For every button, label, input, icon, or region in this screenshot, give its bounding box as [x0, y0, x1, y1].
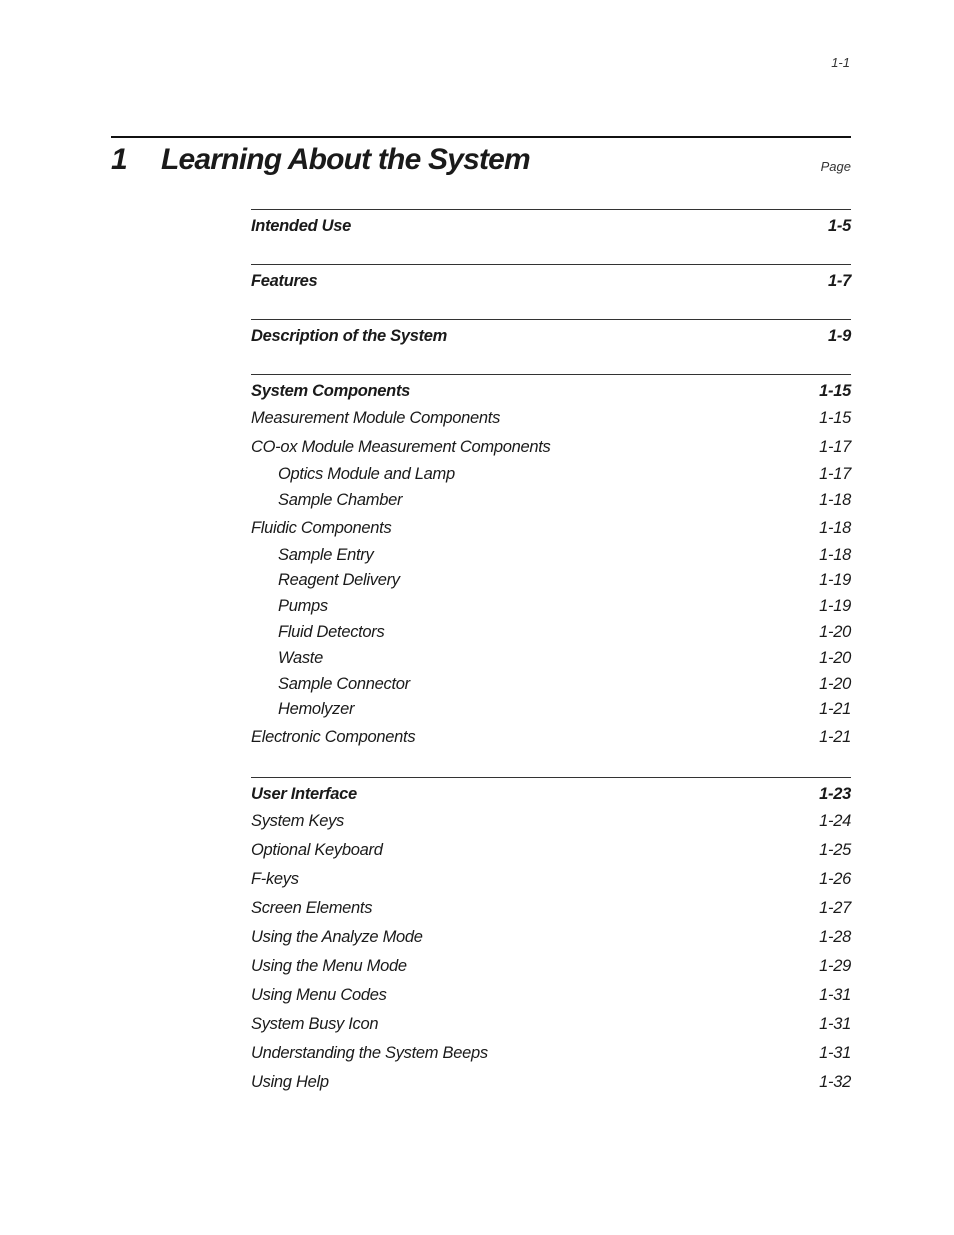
toc-entry-title: CO-ox Module Measurement Components: [251, 438, 551, 456]
toc-section: [251, 374, 851, 752]
toc-entry[interactable]: [251, 981, 851, 1010]
toc-entry-title: Using Menu Codes: [251, 986, 387, 1005]
toc-entry[interactable]: [251, 620, 851, 646]
toc-entry-page: 1-15: [819, 409, 851, 427]
toc-entry[interactable]: [251, 807, 851, 836]
page-number: 1-1: [831, 55, 850, 70]
toc-entry-title: Optional Keyboard: [251, 841, 383, 860]
toc-entry-page: 1-25: [819, 841, 851, 860]
toc-entry-page: 1-26: [819, 870, 851, 889]
page-column-label: Page: [820, 159, 851, 174]
toc-entry-title: Using the Menu Mode: [251, 957, 407, 976]
toc-entry[interactable]: [251, 894, 851, 923]
toc-entry-page: 1-19: [819, 571, 851, 590]
toc-section: [251, 777, 851, 1097]
toc-section: [251, 319, 851, 349]
chapter-title: Learning About the System: [161, 143, 530, 176]
toc-entry-page: 1-29: [819, 957, 851, 976]
toc-entry-title: User Interface: [251, 785, 357, 804]
toc-entry[interactable]: [251, 488, 851, 514]
toc-entry-title: System Busy Icon: [251, 1015, 379, 1034]
toc-entry-page: 1-20: [819, 648, 851, 667]
toc-entry-title: F-keys: [251, 870, 299, 889]
toc-entry-title: Understanding the System Beeps: [251, 1044, 488, 1063]
toc-entry-title: Using Help: [251, 1073, 329, 1092]
toc-section-heading[interactable]: [251, 213, 851, 239]
toc-entry-page: 1-27: [819, 899, 851, 918]
toc-entry-title: System Components: [251, 382, 411, 400]
toc-entry[interactable]: [251, 836, 851, 865]
toc-entry-title: Intended Use: [251, 217, 352, 235]
toc-entry-title: Measurement Module Components: [251, 409, 501, 427]
toc-entry-page: 1-19: [819, 597, 851, 616]
toc-entry[interactable]: [251, 404, 851, 433]
toc-entry-page: 1-18: [819, 490, 851, 509]
toc-entry-title: Waste: [278, 648, 323, 667]
toc-entry[interactable]: [251, 865, 851, 894]
toc-section-heading[interactable]: [251, 781, 851, 807]
toc-entry[interactable]: [251, 1068, 851, 1097]
toc-entry[interactable]: [251, 923, 851, 952]
toc-section-heading[interactable]: [251, 378, 851, 404]
toc-entry-page: 1-9: [828, 327, 851, 345]
toc-section: [251, 264, 851, 294]
toc-entry-title: Features: [251, 272, 318, 290]
toc-entry-page: 1-23: [819, 785, 851, 804]
toc-entry-title: Pumps: [278, 597, 328, 616]
toc-entry-title: Sample Entry: [278, 545, 374, 564]
chapter-rule: [111, 136, 851, 138]
toc-entry[interactable]: [251, 568, 851, 594]
toc-entry[interactable]: [251, 672, 851, 698]
toc-entry-title: Fluidic Components: [251, 518, 392, 537]
toc-entry-page: 1-24: [819, 812, 851, 831]
toc-entry-page: 1-31: [819, 1044, 851, 1063]
toc-entry-title: Sample Connector: [278, 674, 410, 693]
toc-entry-page: 1-15: [819, 382, 851, 400]
toc-entry-title: Reagent Delivery: [278, 571, 400, 590]
toc-section: [251, 209, 851, 239]
toc-entry-title: Description of the System: [251, 327, 448, 345]
toc-entry-page: 1-17: [819, 465, 851, 483]
toc-entry[interactable]: [251, 952, 851, 981]
table-of-contents: [251, 209, 851, 1122]
toc-entry[interactable]: [251, 1010, 851, 1039]
toc-entry-page: 1-28: [819, 928, 851, 947]
toc-entry-title: Fluid Detectors: [278, 622, 385, 641]
chapter-number: 1: [111, 143, 128, 176]
toc-entry[interactable]: [251, 646, 851, 672]
toc-entry-title: Screen Elements: [251, 899, 373, 918]
toc-entry[interactable]: [251, 462, 851, 488]
toc-section-heading[interactable]: [251, 268, 851, 294]
toc-entry[interactable]: [251, 697, 851, 723]
toc-entry-page: 1-21: [819, 700, 851, 719]
toc-entry-page: 1-21: [819, 728, 851, 747]
toc-entry-page: 1-31: [819, 1015, 851, 1034]
toc-entry[interactable]: [251, 594, 851, 620]
toc-entry-page: 1-17: [819, 438, 851, 456]
toc-entry-page: 1-20: [819, 674, 851, 693]
toc-entry-page: 1-7: [828, 272, 851, 290]
toc-section-heading[interactable]: [251, 323, 851, 349]
toc-entry-page: 1-18: [819, 518, 851, 537]
toc-entry-page: 1-18: [819, 545, 851, 564]
toc-entry-title: Optics Module and Lamp: [278, 465, 455, 483]
toc-entry[interactable]: [251, 543, 851, 569]
toc-entry[interactable]: [251, 433, 851, 462]
toc-entry-title: Hemolyzer: [278, 700, 355, 719]
toc-entry-page: 1-31: [819, 986, 851, 1005]
toc-entry[interactable]: [251, 514, 851, 543]
toc-entry[interactable]: [251, 723, 851, 752]
toc-entry-title: System Keys: [251, 812, 344, 831]
toc-entry-page: 1-5: [828, 217, 851, 235]
toc-entry-title: Using the Analyze Mode: [251, 928, 423, 947]
toc-entry-page: 1-20: [819, 622, 851, 641]
toc-entry-title: Sample Chamber: [278, 490, 403, 509]
toc-entry-title: Electronic Components: [251, 728, 416, 747]
toc-entry-page: 1-32: [819, 1073, 851, 1092]
toc-entry[interactable]: [251, 1039, 851, 1068]
